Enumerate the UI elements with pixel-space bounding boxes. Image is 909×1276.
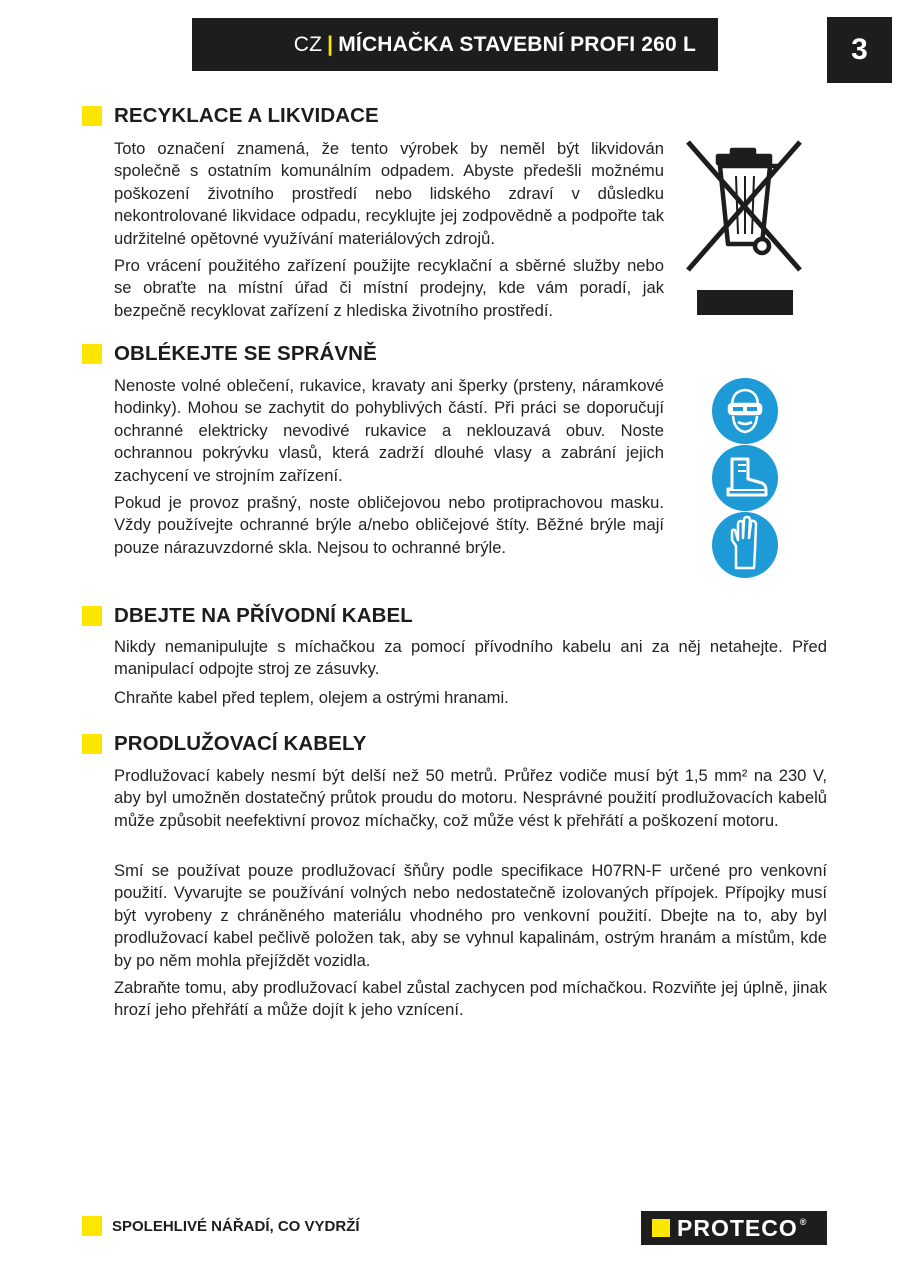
section-heading-text: PRODLUŽOVACÍ KABELY: [114, 732, 367, 755]
section-heading-text: OBLÉKEJTE SE SPRÁVNĚ: [114, 342, 377, 365]
document-title: MÍCHAČKA STAVEBNÍ PROFI 260 L: [338, 32, 696, 56]
section-heading-text: DBEJTE NA PŘÍVODNÍ KABEL: [114, 604, 413, 627]
heading-marker: [82, 106, 102, 126]
header-separator: |: [327, 32, 334, 56]
heading-marker: [82, 734, 102, 754]
document-header: [192, 18, 718, 71]
section-heading-clothing: [82, 342, 377, 366]
heading-marker: [82, 606, 102, 626]
paragraph: Pro vrácení použitého zařízení použijte recyklační a sběrné služby nebo se obraťte na místní úřad či místní prodejny, kde vám poradí, jak bezpečně recyklovat zařízení z hlediska životního prostředí.: [114, 256, 664, 320]
crossed-out-wheelie-bin-icon: [680, 134, 810, 320]
paragraph: Nikdy nemanipulujte s míchačkou za pomocí přívodního kabelu ani za něj netahejte. Před manipulací odpojte stroj ze zásuvky.: [114, 637, 827, 679]
page-number: 3: [827, 17, 892, 83]
logo-square: [652, 1219, 670, 1237]
tagline-text: SPOLEHLIVÉ NÁŘADÍ, CO VYDRŽÍ: [112, 1217, 360, 1235]
section-heading-recycling: [82, 104, 379, 128]
protective-glove-icon: [710, 510, 780, 580]
footer-tagline: [82, 1216, 360, 1236]
paragraph: Nenoste volné oblečení, rukavice, kravaty ani šperky (prsteny, náramkové hodinky). Mohou se zachytit do pohyblivých částí. Při práci se doporučují ochranné elektricky nevodivé rukavice a neklouzavá obuv. Noste ochrannou pokrývku vlasů, která zadrží dlouhé vlasy a zabrání jejich zachycení ve strojním zařízení.: [114, 376, 664, 485]
paragraph: Pokud je provoz prašný, noste obličejovou nebo protiprachovou masku. Vždy používejte ochranné brýle a/nebo obličejové štíty. Běžné brýle mají pouze nárazuvzdorné skla. Nejsou to ochranné brýle.: [114, 493, 664, 557]
paragraph: Smí se používat pouze prodlužovací šňůry podle specifikace H07RN-F určené pro venkovní použití. Vyvarujte se používání volných nebo nedostatečně izolovaných přípojek. Přípojky musí být vyrobeny z chráněného materiálu vhodného pro venkovní použití. Dbejte na to, aby byl prodlužovací kabel pečlivě položen tak, aby se vyhnul kapalinám, ostrým hranám a místům, kde by po něm mohla přejíždět vozidla.: [114, 861, 827, 970]
brand-name: PROTECO: [677, 1214, 798, 1241]
heading-marker: [82, 344, 102, 364]
brand-logo: [641, 1211, 827, 1245]
section-heading-power-cable: [82, 604, 413, 628]
safety-boot-icon: [710, 443, 780, 513]
paragraph: Toto označení znamená, že tento výrobek by neměl být likvidován společně s ostatním komunálním odpadem. Abyste předešli možnému poškození životního prostředí nebo lidského zdraví v důsledku nekontrolované likvidace odpadu, recyklujte jej zodpovědně a podpořte tak udržitelné opětovné využívání materiálových zdrojů.: [114, 139, 664, 248]
paragraph: Prodlužovací kabely nesmí být delší než 50 metrů. Průřez vodiče musí být 1,5 mm² na 230 V, aby byl umožněn dostatečný průtok proudu do motoru. Nesprávné použití prodlužovacích kabelů může způsobit neefektivní provoz míchačky, což může vést k přehřátí a poškození motoru.: [114, 766, 827, 830]
paragraph: Chraňte kabel před teplem, olejem a ostrými hranami.: [114, 688, 509, 707]
language-code: CZ: [293, 32, 323, 56]
section-heading-text: RECYKLACE A LIKVIDACE: [114, 104, 379, 127]
heading-marker: [82, 1216, 102, 1236]
registered-mark: ®: [799, 1217, 808, 1227]
paragraph: Zabraňte tomu, aby prodlužovací kabel zůstal zachycen pod míchačkou. Rozviňte jej úplně, jinak hrozí jeho přehřátí a může dojít k jeho vznícení.: [114, 978, 827, 1020]
section-heading-extension-cables: [82, 732, 366, 756]
face-shield-icon: [710, 376, 780, 446]
